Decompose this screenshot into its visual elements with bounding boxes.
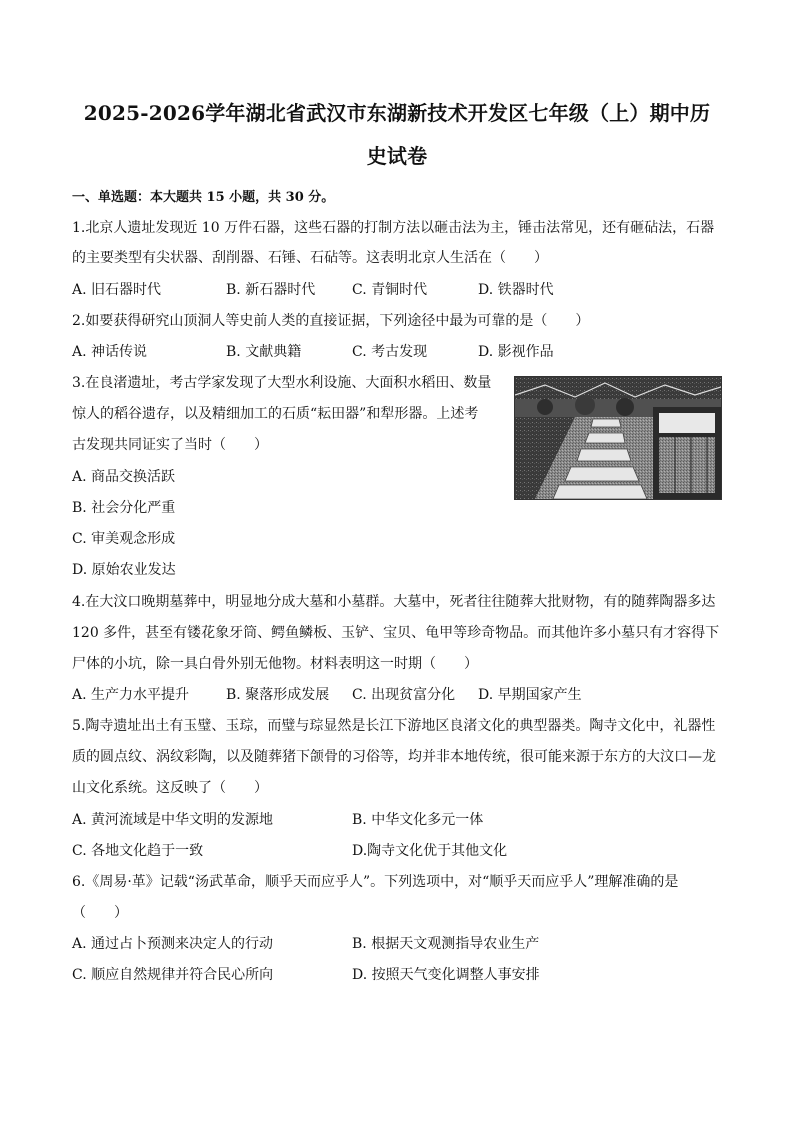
page-title: 2025-2026学年湖北省武汉市东湖新技术开发区七年级（上）期中历: [83, 101, 711, 125]
question-4-text: 尸体的小坑，除一具白骨外别无他物。材料表明这一时期（ ）: [72, 656, 478, 672]
q1-option-c: C. 青铜时代: [352, 282, 428, 298]
question-2-text: 2.如要获得研究山顶洞人等史前人类的直接证据，下列途径中最为可靠的是（ ）: [72, 313, 590, 329]
question-3-text: 惊人的稻谷遗存，以及精细加工的石质“耘田器”和犁形器。上述考: [72, 406, 479, 422]
question-1-text: 1.北京人遗址发现近 10 万件石器，这些石器的打制方法以砸击法为主，锤击法常见，还有砸砧法，石器: [72, 220, 715, 236]
q6-option-b: B. 根据天文观测指导农业生产: [352, 936, 540, 952]
question-3-text: 3.在良渚遗址，考古学家发现了大型水利设施、大面积水稻田、数量: [72, 375, 492, 391]
question-6-text: 6.《周易·革》记载“汤武革命，顺乎天而应乎人”。下列选项中，对“顺乎天而应乎人”理解准确的是: [72, 874, 679, 890]
question-1-text: 的主要类型有尖状器、刮削器、石锤、石砧等。这表明北京人生活在（ ）: [72, 250, 548, 266]
excavation-site-photo: [514, 376, 722, 500]
question-6-text: （ ）: [72, 905, 128, 921]
question-5-text: 质的圆点纹、涡纹彩陶，以及随葬猪下颌骨的习俗等，均并非本地传统，很可能来源于东方的大汶口—龙: [72, 749, 716, 765]
q2-option-c: C. 考古发现: [352, 344, 428, 360]
q4-option-a: A. 生产力水平提升: [72, 687, 190, 703]
q6-option-c: C. 顺应自然规律并符合民心所向: [72, 967, 274, 983]
q4-option-c: C. 出现贫富分化: [352, 687, 456, 703]
q3-option-b: B. 社会分化严重: [72, 500, 176, 516]
question-5-text: 5.陶寺遗址出土有玉璧、玉琮，而璧与琮显然是长江下游地区良渚文化的典型器类。陶寺文化中，礼器性: [72, 718, 716, 734]
page-title-continued: 史试卷: [366, 144, 428, 168]
q1-option-b: B. 新石器时代: [226, 282, 316, 298]
q5-option-a: A. 黄河流域是中华文明的发源地: [72, 812, 274, 828]
question-4-text: 4.在大汶口晚期墓葬中，明显地分成大墓和小墓群。大墓中，死者往往随葬大批财物，有的随葬陶器多达: [72, 594, 716, 610]
q3-option-d: D. 原始农业发达: [72, 562, 176, 578]
q2-option-a: A. 神话传说: [72, 344, 148, 360]
question-5-text: 山文化系统。这反映了（ ）: [72, 780, 268, 796]
q1-option-d: D. 铁器时代: [478, 282, 554, 298]
q6-option-d: D. 按照天气变化调整人事安排: [352, 967, 540, 983]
question-4-text: 120 多件，甚至有镂花象牙筒、鳄鱼鳞板、玉铲、宝贝、龟甲等珍奇物品。而其他许多小墓只有才容得下: [72, 625, 720, 641]
q2-option-b: B. 文献典籍: [226, 344, 302, 360]
q2-option-d: D. 影视作品: [478, 344, 554, 360]
q5-option-c: C. 各地文化趋于一致: [72, 843, 204, 859]
q5-option-b: B. 中华文化多元一体: [352, 812, 484, 828]
q1-option-a: A. 旧石器时代: [72, 282, 162, 298]
q3-option-c: C. 审美观念形成: [72, 531, 176, 547]
q6-option-a: A. 通过占卜预测来决定人的行动: [72, 936, 274, 952]
question-3-text: 古发现共同证实了当时（ ）: [72, 437, 268, 453]
section-heading: 一、单选题：本大题共 15 小题，共 30 分。: [72, 190, 335, 205]
q3-option-a: A. 商品交换活跃: [72, 469, 176, 485]
q4-option-b: B. 聚落形成发展: [226, 687, 330, 703]
q4-option-d: D. 早期国家产生: [478, 687, 582, 703]
q5-option-d: D.陶寺文化优于其他文化: [352, 843, 508, 859]
